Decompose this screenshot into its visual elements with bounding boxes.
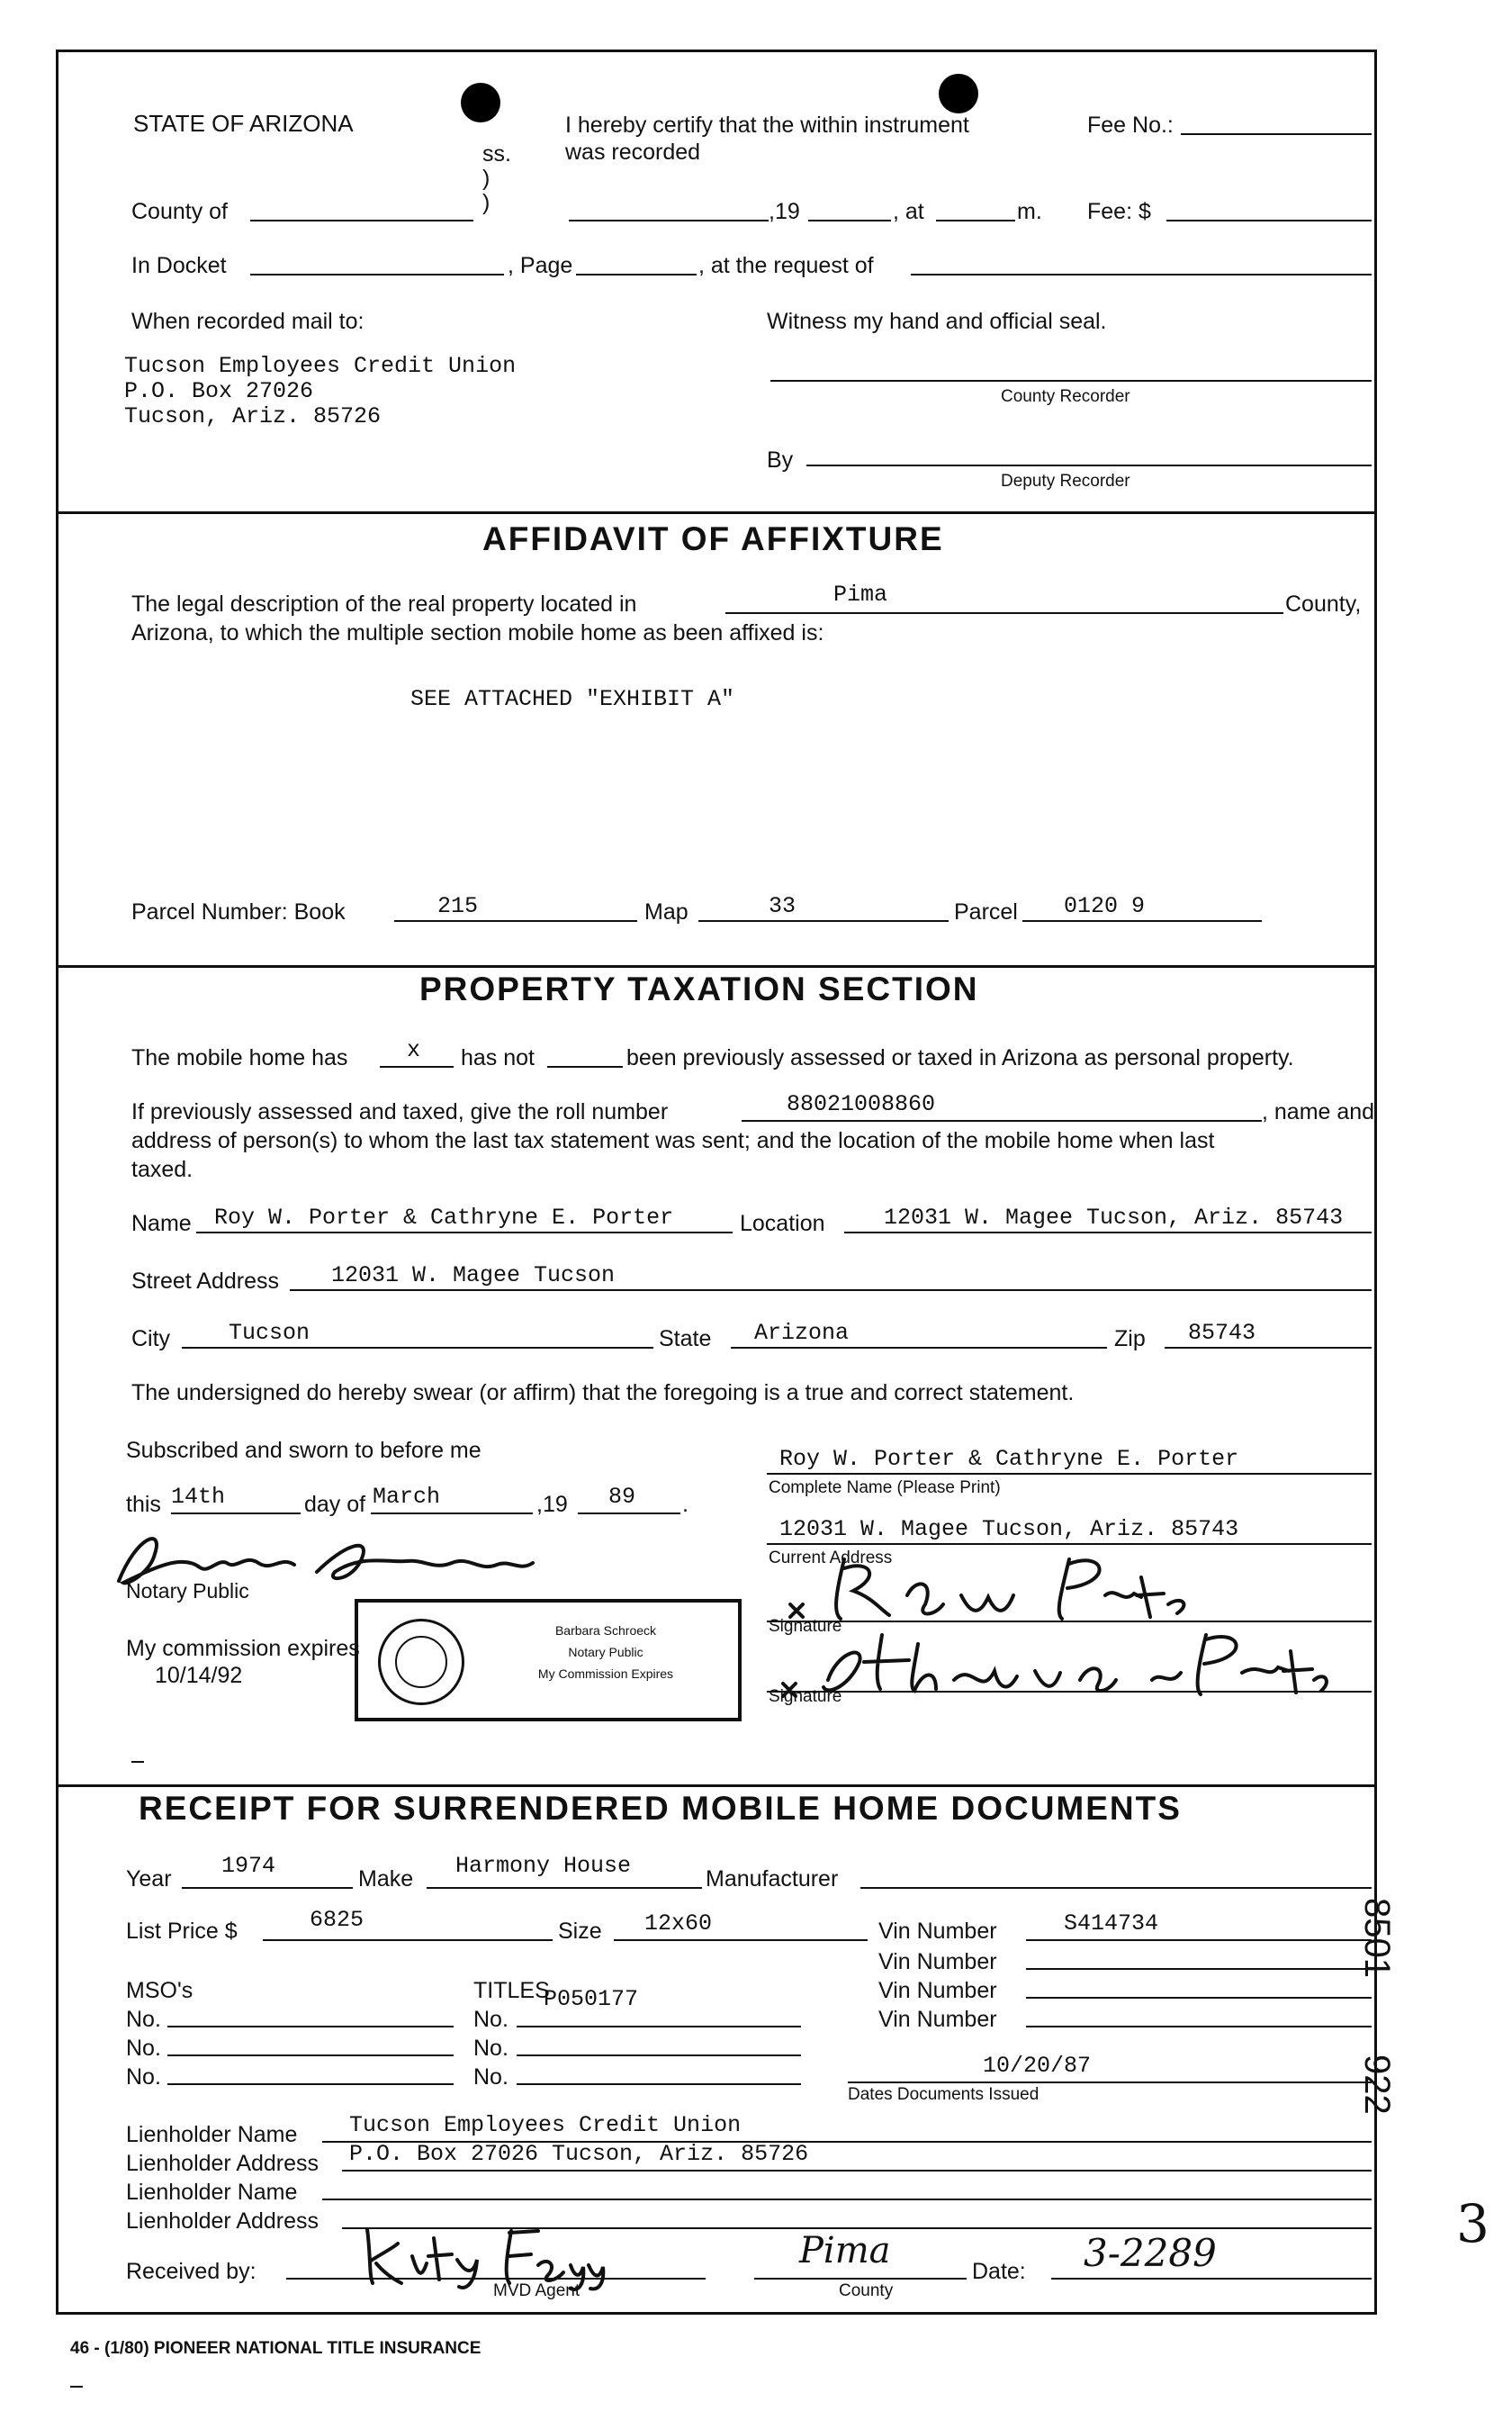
size-value: 12x60 xyxy=(644,1910,713,1937)
lienholder-address-label-1: Lienholder Address xyxy=(126,2151,320,2176)
affidavit-title: AFFIDAVIT OF AFFIXTURE xyxy=(482,520,944,557)
received-county-line xyxy=(754,2278,967,2280)
name-line xyxy=(196,1232,733,1233)
page-label: , Page xyxy=(508,253,573,278)
mail-to-line-2: P.O. Box 27026 xyxy=(124,378,314,404)
dash-mark xyxy=(131,1761,144,1763)
title-no-line-3 xyxy=(517,2083,801,2085)
this-label: this xyxy=(126,1492,161,1517)
sworn-year-prefix: ,19 xyxy=(536,1492,568,1517)
vin-line-2 xyxy=(1026,1968,1372,1970)
has-mark-line xyxy=(380,1066,454,1068)
title-no-label-1: No. xyxy=(473,2007,508,2032)
receipt-title: RECEIPT FOR SURRENDERED MOBILE HOME DOCUMENTS xyxy=(139,1790,1182,1827)
state-value: Arizona xyxy=(754,1320,850,1346)
at-label: , at xyxy=(893,199,924,224)
county-label: County, xyxy=(1285,591,1362,617)
dates-issued-value: 10/20/87 xyxy=(983,2053,1092,2079)
received-date-line xyxy=(1051,2278,1372,2280)
book-value: 215 xyxy=(437,893,479,919)
received-date-value: 3-2289 xyxy=(1084,2231,1217,2275)
vin-label-4: Vin Number xyxy=(878,2007,997,2032)
margin-stamp-number-2: 922 xyxy=(1357,2054,1397,2115)
county-value-line xyxy=(725,612,1283,614)
make-label: Make xyxy=(358,1866,414,1892)
section-divider-3 xyxy=(56,1784,1377,1787)
roll-line-a: If previously assessed and taxed, give the roll number xyxy=(131,1099,669,1124)
month-value: March xyxy=(373,1484,441,1510)
name-label: Name xyxy=(131,1211,192,1236)
street-address-line xyxy=(290,1289,1372,1291)
map-label: Map xyxy=(644,899,688,925)
lienholder-address-label-2: Lienholder Address xyxy=(126,2208,320,2234)
zip-value: 85743 xyxy=(1188,1320,1256,1346)
certify-line-2: was recorded xyxy=(565,140,701,165)
size-label: Size xyxy=(558,1919,602,1944)
fee-label: Fee: $ xyxy=(1087,199,1151,224)
stamp-line-1: Barbara Schroeck xyxy=(554,1623,657,1638)
book-line xyxy=(394,920,637,922)
month-line xyxy=(371,1512,533,1514)
footer-dash-mark xyxy=(70,2386,83,2388)
county-of-line xyxy=(250,220,473,221)
lienholder-address-line-1 xyxy=(342,2170,1372,2172)
state-label: State xyxy=(659,1326,712,1351)
sworn-period: . xyxy=(682,1492,688,1517)
street-address-value: 12031 W. Magee Tucson xyxy=(331,1262,616,1288)
received-county-label: County xyxy=(839,2281,894,2300)
lienholder-name-label-2: Lienholder Name xyxy=(126,2180,298,2205)
city-line xyxy=(182,1347,653,1349)
day-of-label: day of xyxy=(304,1492,366,1517)
footer-form-number: 46 - (1/80) PIONEER NATIONAL TITLE INSURANCE xyxy=(70,2339,482,2358)
current-address-value: 12031 W. Magee Tucson, Ariz. 85743 xyxy=(779,1516,1239,1542)
make-value: Harmony House xyxy=(455,1853,632,1879)
zip-label: Zip xyxy=(1114,1326,1146,1351)
year-label: Year xyxy=(126,1866,172,1892)
punch-hole-left xyxy=(461,83,500,122)
complete-name-value: Roy W. Porter & Cathryne E. Porter xyxy=(779,1446,1239,1472)
legal-description-line-2: Arizona, to which the multiple section mobile home as been affixed is: xyxy=(131,620,824,646)
parcel-value: 0120 9 xyxy=(1064,893,1146,919)
parcel-line xyxy=(1022,920,1262,922)
day-value: 14th xyxy=(171,1484,226,1510)
record-year-line xyxy=(808,220,891,221)
signature-cathryne-porter xyxy=(774,1617,1332,1707)
record-time-line xyxy=(936,220,1015,221)
m-label: m. xyxy=(1017,199,1042,224)
title-number-value: P050177 xyxy=(544,1986,639,2012)
lienholder-name-label-1: Lienholder Name xyxy=(126,2122,298,2147)
received-date-label: Date: xyxy=(972,2259,1026,2284)
certify-line-1: I hereby certify that the within instrument xyxy=(565,113,969,138)
docket-line xyxy=(250,274,504,275)
punch-hole-right xyxy=(939,74,978,113)
mso-no-line-3 xyxy=(167,2083,454,2085)
county-recorder-line xyxy=(770,380,1372,382)
day-line xyxy=(171,1512,301,1514)
msos-label: MSO's xyxy=(126,1978,194,2003)
when-recorded-label: When recorded mail to: xyxy=(131,309,364,334)
exhibit-reference: SEE ATTACHED "EXHIBIT A" xyxy=(410,686,735,712)
roll-line-b: , name and xyxy=(1262,1099,1375,1124)
year-prefix: ,19 xyxy=(769,199,800,224)
margin-page-number: 3 xyxy=(1456,2193,1490,2254)
parcel-label: Parcel xyxy=(954,899,1018,925)
title-no-label-2: No. xyxy=(473,2036,508,2061)
county-value: Pima xyxy=(833,582,888,608)
list-price-line xyxy=(263,1939,553,1941)
taxation-title: PROPERTY TAXATION SECTION xyxy=(419,971,979,1007)
page-line xyxy=(576,274,697,275)
location-label: Location xyxy=(740,1211,825,1236)
map-line xyxy=(698,920,949,922)
section-divider-1 xyxy=(56,511,1377,514)
parcel-number-label: Parcel Number: Book xyxy=(131,899,346,925)
county-recorder-label: County Recorder xyxy=(1001,387,1130,406)
sworn-year-line xyxy=(578,1512,680,1514)
vin-label-1: Vin Number xyxy=(878,1919,997,1944)
has-line-b: has not xyxy=(461,1045,536,1070)
zip-line xyxy=(1165,1347,1372,1349)
county-handwritten: Pima xyxy=(799,2230,891,2271)
location-line xyxy=(844,1232,1372,1233)
request-line xyxy=(911,274,1372,275)
by-label: By xyxy=(767,447,794,473)
dates-issued-line xyxy=(848,2081,1372,2083)
county-of-label: County of xyxy=(131,199,229,224)
has-not-line xyxy=(547,1066,623,1068)
stamp-line-3: My Commission Expires xyxy=(537,1666,674,1681)
subscribed-label: Subscribed and sworn to before me xyxy=(126,1438,482,1463)
lienholder-name-line-2 xyxy=(322,2199,1372,2200)
year-value: 1974 xyxy=(221,1853,276,1879)
vin-line-3 xyxy=(1026,1997,1372,1999)
mso-no-line-1 xyxy=(167,2026,454,2027)
make-line xyxy=(427,1887,702,1889)
vin-label-2: Vin Number xyxy=(878,1949,997,1974)
at-request-label: , at the request of xyxy=(698,253,874,278)
map-value: 33 xyxy=(769,893,796,919)
notary-public-label: Notary Public xyxy=(126,1579,249,1603)
sworn-year-value: 89 xyxy=(608,1484,636,1510)
title-no-line-2 xyxy=(517,2054,801,2056)
in-docket-label: In Docket xyxy=(131,253,227,278)
swear-statement: The undersigned do hereby swear (or affirm) that the foregoing is a true and correct statement. xyxy=(131,1380,1075,1405)
section-divider-2 xyxy=(56,965,1377,968)
deputy-recorder-line xyxy=(806,465,1372,466)
state-line xyxy=(731,1347,1107,1349)
has-mark: x xyxy=(407,1037,421,1063)
lienholder-address-value: P.O. Box 27026 Tucson, Ariz. 85726 xyxy=(349,2141,809,2167)
received-by-line xyxy=(286,2278,706,2280)
commission-label: My commission expires xyxy=(126,1636,360,1661)
roll-line-2: address of person(s) to whom the last tax statement was sent; and the location of the mobile home when last xyxy=(131,1128,1215,1153)
vin-label-3: Vin Number xyxy=(878,1978,997,2003)
has-line-a: The mobile home has xyxy=(131,1045,348,1070)
roll-number-line xyxy=(742,1120,1262,1122)
complete-name-line xyxy=(767,1473,1372,1475)
bracket-mark-1: ) xyxy=(482,166,490,191)
margin-stamp-number-1: 8501 xyxy=(1357,1898,1397,1978)
dates-issued-label: Dates Documents Issued xyxy=(848,2085,1040,2104)
city-value: Tucson xyxy=(229,1320,310,1346)
mso-no-line-2 xyxy=(167,2054,454,2056)
roll-line-3: taxed. xyxy=(131,1157,194,1182)
fee-no-label: Fee No.: xyxy=(1087,113,1174,138)
stamp-line-2: Notary Public xyxy=(568,1645,644,1659)
manufacturer-label: Manufacturer xyxy=(706,1866,839,1892)
year-line xyxy=(182,1887,353,1889)
notary-stamp xyxy=(355,1599,742,1721)
bracket-mark-2: ) xyxy=(482,190,490,215)
vin-line-4 xyxy=(1026,2026,1372,2027)
size-line xyxy=(614,1939,868,1941)
complete-name-label: Complete Name (Please Print) xyxy=(769,1478,1001,1497)
mail-to-line-3: Tucson, Ariz. 85726 xyxy=(124,403,382,429)
received-by-label: Received by: xyxy=(126,2259,256,2284)
list-price-value: 6825 xyxy=(310,1907,364,1933)
titles-label: TITLES xyxy=(473,1978,550,2003)
ss-label: ss. xyxy=(482,141,511,167)
roll-number-value: 88021008860 xyxy=(787,1091,936,1117)
list-price-label: List Price $ xyxy=(126,1919,238,1944)
has-line-c: been previously assessed or taxed in Arizona as personal property. xyxy=(626,1045,1294,1070)
title-no-label-3: No. xyxy=(473,2064,508,2090)
deputy-recorder-label: Deputy Recorder xyxy=(1001,472,1130,491)
vin-value: S414734 xyxy=(1064,1910,1159,1937)
record-date-line xyxy=(569,220,769,221)
vin-line-1 xyxy=(1026,1939,1372,1941)
current-address-label: Current Address xyxy=(769,1549,893,1567)
signature-label-2: Signature xyxy=(769,1687,842,1706)
signature-label-1: Signature xyxy=(769,1617,842,1636)
street-address-label: Street Address xyxy=(131,1269,279,1294)
mso-no-label-3: No. xyxy=(126,2064,161,2090)
fee-no-line xyxy=(1181,133,1372,135)
title-no-line-1 xyxy=(517,2026,801,2027)
mso-no-label-2: No. xyxy=(126,2036,161,2061)
lienholder-name-value: Tucson Employees Credit Union xyxy=(349,2112,742,2138)
mso-no-label-1: No. xyxy=(126,2007,161,2032)
legal-description-line-1: The legal description of the real property located in xyxy=(131,591,637,617)
mail-to-line-1: Tucson Employees Credit Union xyxy=(124,353,517,379)
city-label: City xyxy=(131,1326,171,1351)
location-value: 12031 W. Magee Tucson, Ariz. 85743 xyxy=(884,1205,1344,1231)
signature-line-2 xyxy=(767,1691,1372,1693)
fee-line xyxy=(1166,220,1372,221)
mvd-agent-label: MVD Agent xyxy=(493,2281,580,2300)
manufacturer-line xyxy=(860,1887,1372,1889)
state-heading: STATE OF ARIZONA xyxy=(133,110,354,137)
name-value: Roy W. Porter & Cathryne E. Porter xyxy=(214,1205,674,1231)
notary-seal-icon xyxy=(378,1619,464,1705)
commission-value: 10/14/92 xyxy=(155,1663,243,1688)
witness-label: Witness my hand and official seal. xyxy=(767,309,1107,334)
